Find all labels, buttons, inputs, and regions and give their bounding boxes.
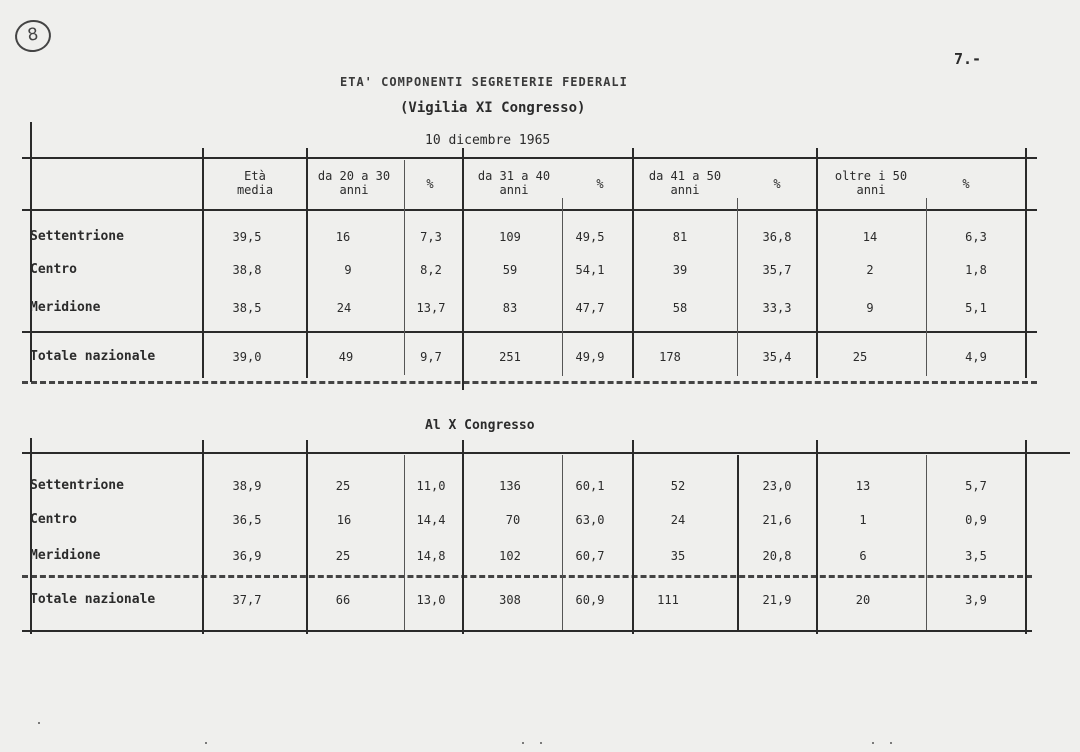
- row-label: Settentrione: [30, 229, 124, 244]
- cell-p4: 3,9: [965, 593, 987, 607]
- row-label: Centro: [30, 262, 77, 277]
- cell-p1: 9,7: [420, 350, 442, 364]
- cell-v3: 111: [657, 593, 679, 607]
- cell-v4: 20: [855, 593, 871, 607]
- cell-v2: 308: [499, 593, 521, 607]
- cell-p1: 14,4: [416, 513, 446, 527]
- cell-v1: 24: [336, 301, 352, 315]
- table2-top-rule: [22, 452, 1070, 454]
- paper-speck: [205, 742, 207, 744]
- table1-total-rule: [22, 331, 1037, 333]
- table2-vrule: [462, 440, 464, 634]
- cell-p3: 21,9: [762, 593, 792, 607]
- cell-p2: 49,9: [575, 350, 605, 364]
- cell-p4: 1,8: [965, 263, 987, 277]
- cell-v2: 109: [499, 230, 521, 244]
- cell-v3: 58: [672, 301, 688, 315]
- header-oltre-50: oltre i 50 anni: [834, 169, 908, 197]
- cell-v4: 25: [852, 350, 868, 364]
- cell-p2: 49,5: [575, 230, 605, 244]
- cell-v1: 16: [335, 230, 351, 244]
- cell-v2: 70: [505, 513, 521, 527]
- header-pct: %: [962, 177, 970, 191]
- table1-bottom-rule: [22, 381, 1037, 384]
- cell-v4: 13: [855, 479, 871, 493]
- page-number: 7.-: [954, 50, 982, 68]
- cell-p4: 4,9: [965, 350, 987, 364]
- cell-p3: 36,8: [762, 230, 792, 244]
- cell-v4: 9: [866, 301, 874, 315]
- table2-total-rule: [22, 575, 1032, 578]
- cell-eta: 38,5: [232, 301, 262, 315]
- paper-speck: [38, 722, 40, 724]
- cell-v4: 14: [862, 230, 878, 244]
- cell-p3: 35,4: [762, 350, 792, 364]
- cell-v3: 39: [672, 263, 688, 277]
- paper-speck: [890, 742, 892, 744]
- table1-vrule: [1025, 148, 1027, 378]
- row-label: Meridione: [30, 300, 101, 315]
- cell-v4: 1: [859, 513, 867, 527]
- table1-top-rule: [22, 157, 1037, 159]
- cell-p1: 14,8: [416, 549, 446, 563]
- cell-p4: 5,7: [965, 479, 987, 493]
- cell-p2: 54,1: [575, 263, 605, 277]
- header-pct: %: [596, 177, 604, 191]
- cell-v3: 35: [670, 549, 686, 563]
- cell-v3: 81: [672, 230, 688, 244]
- cell-p3: 23,0: [762, 479, 792, 493]
- cell-eta: 36,9: [232, 549, 262, 563]
- cell-v2: 136: [499, 479, 521, 493]
- header-pct: %: [426, 177, 434, 191]
- paper-speck: [522, 742, 524, 744]
- header-31-40: da 31 a 40 anni: [477, 169, 551, 197]
- cell-p2: 47,7: [575, 301, 605, 315]
- table2-vrule: [202, 440, 204, 634]
- cell-p1: 7,3: [420, 230, 442, 244]
- cell-p2: 60,7: [575, 549, 605, 563]
- row-label: Totale nazionale: [30, 349, 156, 364]
- cell-p2: 60,1: [575, 479, 605, 493]
- cell-v1: 25: [335, 549, 351, 563]
- cell-p4: 3,5: [965, 549, 987, 563]
- cell-p4: 5,1: [965, 301, 987, 315]
- table1-vrule: [737, 198, 738, 376]
- cell-p1: 11,0: [416, 479, 446, 493]
- cell-v2: 251: [499, 350, 521, 364]
- cell-v1: 9: [344, 263, 352, 277]
- cell-v2: 59: [502, 263, 518, 277]
- cell-eta: 39,0: [232, 350, 262, 364]
- row-label: Centro: [30, 512, 77, 527]
- table2-vrule: [816, 440, 818, 634]
- cell-v3: 178: [659, 350, 681, 364]
- row-label: Settentrione: [30, 478, 124, 493]
- cell-v4: 2: [866, 263, 874, 277]
- cell-eta: 37,7: [232, 593, 262, 607]
- cell-p4: 0,9: [965, 513, 987, 527]
- cell-v1: 16: [336, 513, 352, 527]
- cell-p1: 13,0: [416, 593, 446, 607]
- cell-p2: 63,0: [575, 513, 605, 527]
- cell-p3: 35,7: [762, 263, 792, 277]
- table2-vrule: [737, 455, 739, 630]
- table1-vrule: [202, 148, 204, 378]
- circled-number-stamp: 8: [13, 18, 53, 55]
- header-pct: %: [773, 177, 781, 191]
- cell-eta: 36,5: [232, 513, 262, 527]
- cell-v1: 25: [335, 479, 351, 493]
- cell-eta: 39,5: [232, 230, 262, 244]
- cell-v3: 24: [670, 513, 686, 527]
- table2-heading: Al X Congresso: [425, 418, 535, 433]
- header-eta-media: Età media: [236, 169, 274, 197]
- cell-p4: 6,3: [965, 230, 987, 244]
- cell-v1: 49: [338, 350, 354, 364]
- cell-v2: 83: [502, 301, 518, 315]
- document-subtitle: (Vigilia XI Congresso): [400, 100, 586, 116]
- header-41-50: da 41 a 50 anni: [648, 169, 722, 197]
- cell-v4: 6: [859, 549, 867, 563]
- table1-heading: 10 dicembre 1965: [425, 133, 551, 148]
- cell-p3: 20,8: [762, 549, 792, 563]
- cell-p1: 13,7: [416, 301, 446, 315]
- cell-v3: 52: [670, 479, 686, 493]
- cell-p2: 60,9: [575, 593, 605, 607]
- table2-bottom-rule: [22, 630, 1032, 632]
- header-20-30: da 20 a 30 anni: [317, 169, 391, 197]
- paper-speck: [872, 742, 874, 744]
- table1-vrule: [30, 122, 32, 382]
- table1-header-rule: [22, 209, 1037, 211]
- cell-eta: 38,8: [232, 263, 262, 277]
- cell-p1: 8,2: [420, 263, 442, 277]
- paper-speck: [540, 742, 542, 744]
- cell-eta: 38,9: [232, 479, 262, 493]
- cell-v1: 66: [335, 593, 351, 607]
- table2-vrule: [632, 440, 634, 634]
- cell-v2: 102: [499, 549, 521, 563]
- cell-p3: 33,3: [762, 301, 792, 315]
- table2-vrule: [926, 455, 927, 630]
- row-label: Meridione: [30, 548, 101, 563]
- table1-vrule: [926, 198, 927, 376]
- document-title: ETA' COMPONENTI SEGRETERIE FEDERALI: [340, 75, 628, 89]
- cell-p3: 21,6: [762, 513, 792, 527]
- table2-vrule: [1025, 440, 1027, 634]
- row-label: Totale nazionale: [30, 592, 156, 607]
